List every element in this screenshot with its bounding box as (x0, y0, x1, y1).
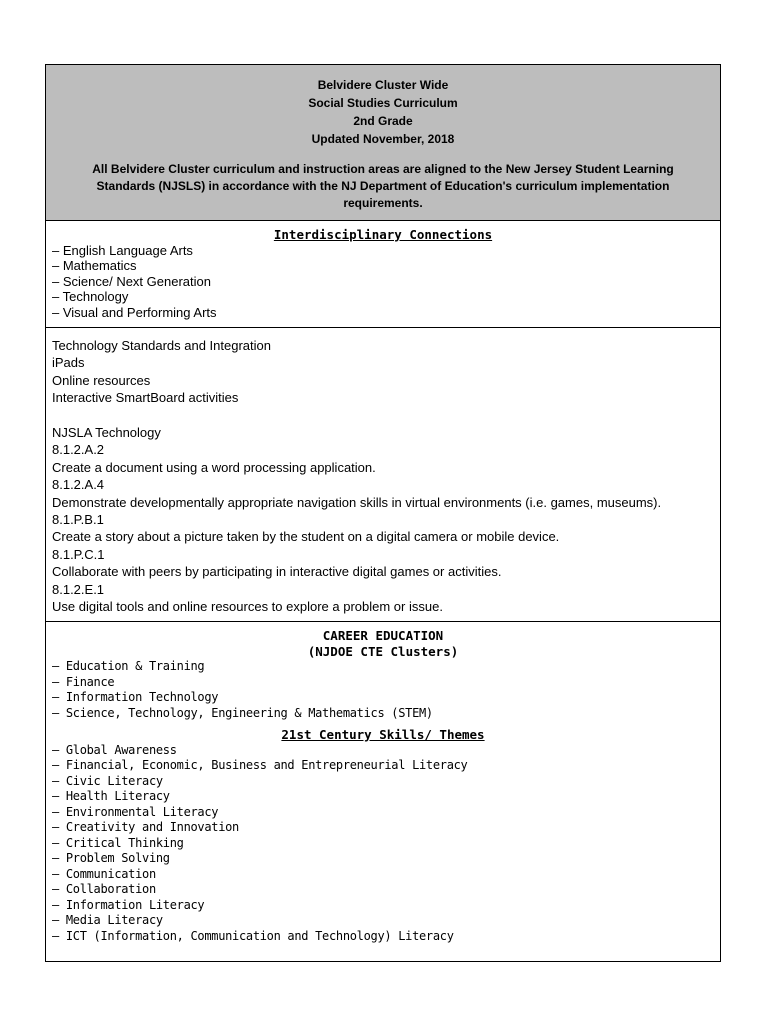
standard-code: 8.1.2.A.2 (52, 442, 105, 458)
list-item: – Technology (52, 289, 129, 304)
skills-list (52, 743, 714, 945)
header-grade: 2nd Grade (353, 114, 413, 128)
standard-description: Use digital tools and online resources to explore a problem or issue. (52, 599, 443, 615)
list-item: – Environmental Literacy (52, 804, 219, 819)
list-item: – Problem Solving (52, 851, 170, 865)
list-item: – Information Technology (52, 690, 219, 704)
header-subject: Social Studies Curriculum (308, 96, 458, 110)
tech-resource: Online resources (52, 372, 151, 388)
curriculum-table (45, 64, 721, 962)
interdisciplinary-title: Interdisciplinary Connections (273, 227, 493, 242)
standard-description: Demonstrate developmentally appropriate navigation skills in virtual environments (i.e. games, museums). (52, 494, 662, 510)
list-item: – Science, Technology, Engineering & Mathematics (STEM) (52, 705, 433, 720)
list-item: – Finance (52, 674, 115, 689)
list-item: – Media Literacy (52, 913, 163, 927)
list-item: – Collaboration (52, 882, 156, 896)
list-item: – Civic Literacy (52, 773, 163, 788)
list-item: – Critical Thinking (52, 835, 184, 850)
career-title: CAREER EDUCATION (322, 628, 444, 643)
standard-description: Collaborate with peers by participating in interactive digital games or activities. (52, 564, 502, 580)
standard-code: 8.1.P.C.1 (52, 546, 105, 562)
standard-code: 8.1.P.B.1 (52, 512, 104, 528)
list-item: – Creativity and Innovation (52, 820, 239, 834)
spacer (52, 407, 714, 424)
standard-code: 8.1.2.A.4 (52, 477, 105, 493)
header-updated: Updated November, 2018 (311, 132, 455, 146)
list-item: – Education & Training (52, 659, 205, 673)
list-item: – English Language Arts (52, 242, 193, 258)
career-subtitle: (NJDOE CTE Clusters) (307, 643, 459, 659)
standard-code: 8.1.2.E.1 (52, 581, 105, 597)
interdisciplinary-section (46, 221, 720, 328)
career-list (52, 659, 714, 721)
njsla-technology-heading: NJSLA Technology (52, 425, 161, 441)
header-alignment-notice: All Belvidere Cluster curriculum and instruction areas are aligned to the New Jersey Student Learning Standards (NJSLS) in accordance with the NJ Department of Education's curriculum implementation requirements. (92, 162, 674, 210)
tech-resource: iPads (52, 355, 85, 371)
document-header (46, 65, 720, 221)
list-item: – ICT (Information, Communication and Technology) Literacy (52, 928, 454, 943)
list-item: – Information Literacy (52, 897, 205, 912)
skills-title: 21st Century Skills/ Themes (281, 727, 485, 742)
list-item: – Global Awareness (52, 742, 177, 757)
standard-description: Create a document using a word processing application. (52, 459, 376, 475)
standard-description: Create a story about a picture taken by the student on a digital camera or mobile device. (52, 529, 560, 545)
list-item: – Mathematics (52, 258, 137, 273)
list-item: – Health Literacy (52, 789, 170, 803)
list-item: – Visual and Performing Arts (52, 304, 217, 320)
interdisciplinary-list (52, 243, 714, 321)
list-item: – Science/ Next Generation (52, 273, 211, 289)
header-district: Belvidere Cluster Wide (317, 78, 449, 92)
list-item: – Communication (52, 866, 156, 881)
list-item: – Financial, Economic, Business and Entrepreneurial Literacy (52, 758, 468, 772)
career-section (46, 622, 720, 961)
technology-section (46, 328, 720, 622)
tech-resource: Interactive SmartBoard activities (52, 390, 239, 406)
technology-heading: Technology Standards and Integration (52, 338, 271, 353)
